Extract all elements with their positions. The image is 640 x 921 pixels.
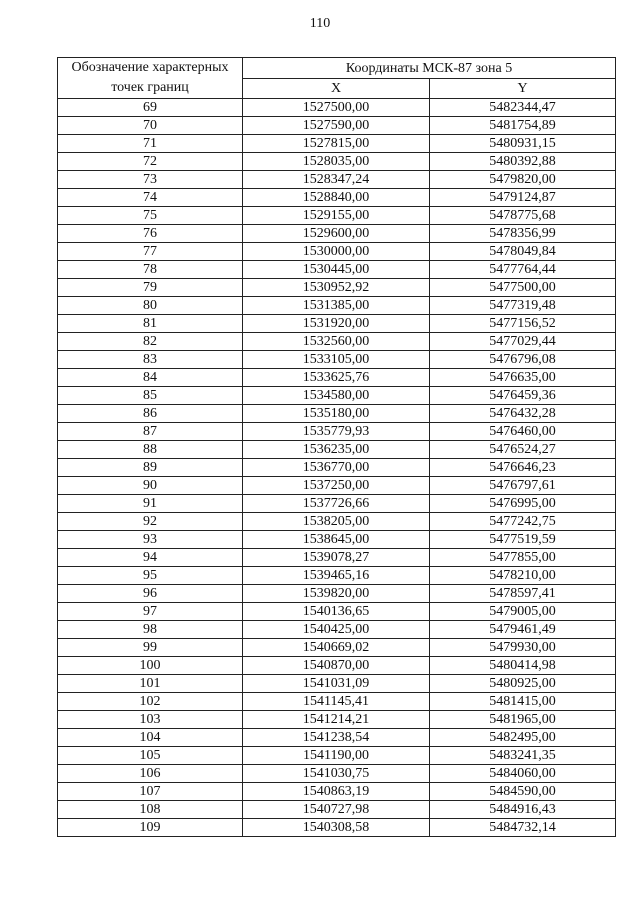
y-coordinate-cell: 5480925,00 — [430, 675, 616, 693]
x-coordinate-cell: 1539820,00 — [243, 585, 430, 603]
table-row — [58, 819, 616, 837]
y-coordinate-cell: 5480392,88 — [430, 153, 616, 171]
point-number-cell: 80 — [58, 297, 243, 315]
x-coordinate-cell: 1529155,00 — [243, 207, 430, 225]
point-number-cell: 92 — [58, 513, 243, 531]
x-coordinate-cell: 1530952,92 — [243, 279, 430, 297]
point-number-cell: 83 — [58, 351, 243, 369]
y-coordinate-cell: 5478775,68 — [430, 207, 616, 225]
table-row — [58, 423, 616, 441]
table-row — [58, 261, 616, 279]
x-coordinate-cell: 1539078,27 — [243, 549, 430, 567]
point-number-cell: 89 — [58, 459, 243, 477]
x-coordinate-cell: 1527815,00 — [243, 135, 430, 153]
x-coordinate-cell: 1540136,65 — [243, 603, 430, 621]
x-coordinate-cell: 1541214,21 — [243, 711, 430, 729]
table-row — [58, 189, 616, 207]
x-coordinate-cell: 1540870,00 — [243, 657, 430, 675]
y-coordinate-cell: 5477855,00 — [430, 549, 616, 567]
table-row — [58, 621, 616, 639]
point-number-cell: 69 — [58, 99, 243, 117]
point-number-cell: 82 — [58, 333, 243, 351]
point-number-cell: 72 — [58, 153, 243, 171]
x-coordinate-cell: 1537726,66 — [243, 495, 430, 513]
table-row — [58, 783, 616, 801]
point-number-cell: 102 — [58, 693, 243, 711]
point-number-cell: 98 — [58, 621, 243, 639]
x-coordinate-cell: 1534580,00 — [243, 387, 430, 405]
x-coordinate-cell: 1540727,98 — [243, 801, 430, 819]
point-number-cell: 71 — [58, 135, 243, 153]
x-coordinate-cell: 1536770,00 — [243, 459, 430, 477]
x-coordinate-cell: 1535779,93 — [243, 423, 430, 441]
y-coordinate-cell: 5484060,00 — [430, 765, 616, 783]
table-row — [58, 369, 616, 387]
y-coordinate-cell: 5481754,89 — [430, 117, 616, 135]
table-row — [58, 171, 616, 189]
y-coordinate-cell: 5477156,52 — [430, 315, 616, 333]
table-row — [58, 135, 616, 153]
point-number-cell: 93 — [58, 531, 243, 549]
point-number-cell: 91 — [58, 495, 243, 513]
point-number-cell: 104 — [58, 729, 243, 747]
x-coordinate-cell: 1528347,24 — [243, 171, 430, 189]
y-coordinate-cell: 5480931,15 — [430, 135, 616, 153]
point-number-cell: 103 — [58, 711, 243, 729]
point-number-cell: 105 — [58, 747, 243, 765]
y-coordinate-cell: 5479461,49 — [430, 621, 616, 639]
y-coordinate-cell: 5484732,14 — [430, 819, 616, 837]
table-row — [58, 531, 616, 549]
table-row — [58, 495, 616, 513]
x-coordinate-cell: 1540863,19 — [243, 783, 430, 801]
table-row — [58, 477, 616, 495]
y-coordinate-cell: 5476995,00 — [430, 495, 616, 513]
point-number-cell: 87 — [58, 423, 243, 441]
y-coordinate-cell: 5481415,00 — [430, 693, 616, 711]
table-header — [58, 58, 616, 99]
x-coordinate-cell: 1528035,00 — [243, 153, 430, 171]
table-row — [58, 315, 616, 333]
y-coordinate-cell: 5476432,28 — [430, 405, 616, 423]
x-coordinate-cell: 1527500,00 — [243, 99, 430, 117]
table-row — [58, 333, 616, 351]
point-number-cell: 106 — [58, 765, 243, 783]
x-coordinate-cell: 1541145,41 — [243, 693, 430, 711]
y-coordinate-cell: 5476646,23 — [430, 459, 616, 477]
point-number-cell: 84 — [58, 369, 243, 387]
table-row — [58, 639, 616, 657]
table-row — [58, 747, 616, 765]
y-coordinate-cell: 5476796,08 — [430, 351, 616, 369]
x-coordinate-cell: 1541238,54 — [243, 729, 430, 747]
point-number-cell: 95 — [58, 567, 243, 585]
table-row — [58, 693, 616, 711]
y-coordinate-cell: 5476459,36 — [430, 387, 616, 405]
table-row — [58, 99, 616, 117]
y-coordinate-cell: 5477242,75 — [430, 513, 616, 531]
point-number-cell: 101 — [58, 675, 243, 693]
point-number-cell: 73 — [58, 171, 243, 189]
point-number-cell: 97 — [58, 603, 243, 621]
x-coordinate-cell: 1537250,00 — [243, 477, 430, 495]
point-number-cell: 108 — [58, 801, 243, 819]
y-coordinate-cell: 5478210,00 — [430, 567, 616, 585]
y-coordinate-cell: 5476460,00 — [430, 423, 616, 441]
y-coordinate-cell: 5476797,61 — [430, 477, 616, 495]
point-number-cell: 86 — [58, 405, 243, 423]
y-coordinate-cell: 5484590,00 — [430, 783, 616, 801]
table-row — [58, 207, 616, 225]
x-coordinate-cell: 1535180,00 — [243, 405, 430, 423]
point-number-cell: 94 — [58, 549, 243, 567]
y-coordinate-cell: 5477519,59 — [430, 531, 616, 549]
x-coordinate-cell: 1528840,00 — [243, 189, 430, 207]
y-coordinate-cell: 5477319,48 — [430, 297, 616, 315]
table-row — [58, 279, 616, 297]
point-number-cell: 90 — [58, 477, 243, 495]
point-number-cell: 74 — [58, 189, 243, 207]
y-coordinate-cell: 5477500,00 — [430, 279, 616, 297]
x-coordinate-cell: 1540425,00 — [243, 621, 430, 639]
page-number: 110 — [309, 16, 331, 31]
point-number-cell: 100 — [58, 657, 243, 675]
x-coordinate-cell: 1529600,00 — [243, 225, 430, 243]
point-number-cell: 70 — [58, 117, 243, 135]
table-row — [58, 675, 616, 693]
y-coordinate-cell: 5483241,35 — [430, 747, 616, 765]
table-row — [58, 801, 616, 819]
y-coordinate-cell: 5480414,98 — [430, 657, 616, 675]
table-row — [58, 117, 616, 135]
x-coordinate-cell: 1530445,00 — [243, 261, 430, 279]
point-number-cell: 96 — [58, 585, 243, 603]
y-coordinate-cell: 5484916,43 — [430, 801, 616, 819]
table-row — [58, 603, 616, 621]
x-coordinate-cell: 1541030,75 — [243, 765, 430, 783]
y-coordinate-cell: 5481965,00 — [430, 711, 616, 729]
x-coordinate-cell: 1531920,00 — [243, 315, 430, 333]
table-row — [58, 765, 616, 783]
table-row — [58, 459, 616, 477]
y-coordinate-cell: 5482344,47 — [430, 99, 616, 117]
point-number-cell: 78 — [58, 261, 243, 279]
x-coordinate-cell: 1541190,00 — [243, 747, 430, 765]
x-coordinate-cell: 1533625,76 — [243, 369, 430, 387]
table-row — [58, 549, 616, 567]
point-number-cell: 107 — [58, 783, 243, 801]
y-coordinate-cell: 5479005,00 — [430, 603, 616, 621]
table-row — [58, 513, 616, 531]
x-coordinate-cell: 1531385,00 — [243, 297, 430, 315]
table-body — [58, 99, 616, 837]
table-row — [58, 297, 616, 315]
y-coordinate-cell: 5476524,27 — [430, 441, 616, 459]
y-coordinate-cell: 5479820,00 — [430, 171, 616, 189]
point-number-cell: 81 — [58, 315, 243, 333]
x-coordinate-cell: 1536235,00 — [243, 441, 430, 459]
header-y: Y — [430, 79, 616, 99]
y-coordinate-cell: 5479124,87 — [430, 189, 616, 207]
table-row — [58, 585, 616, 603]
header-x: X — [243, 79, 430, 99]
y-coordinate-cell: 5478597,41 — [430, 585, 616, 603]
y-coordinate-cell: 5477764,44 — [430, 261, 616, 279]
x-coordinate-cell: 1540308,58 — [243, 819, 430, 837]
y-coordinate-cell: 5477029,44 — [430, 333, 616, 351]
point-number-cell: 85 — [58, 387, 243, 405]
x-coordinate-cell: 1539465,16 — [243, 567, 430, 585]
point-number-cell: 99 — [58, 639, 243, 657]
header-coordinates: Координаты МСК-87 зона 5 — [243, 58, 616, 79]
x-coordinate-cell: 1527590,00 — [243, 117, 430, 135]
table-row — [58, 351, 616, 369]
point-number-cell: 76 — [58, 225, 243, 243]
y-coordinate-cell: 5478049,84 — [430, 243, 616, 261]
point-number-cell: 88 — [58, 441, 243, 459]
x-coordinate-cell: 1532560,00 — [243, 333, 430, 351]
point-number-cell: 77 — [58, 243, 243, 261]
x-coordinate-cell: 1540669,02 — [243, 639, 430, 657]
table-row — [58, 729, 616, 747]
table-row — [58, 243, 616, 261]
y-coordinate-cell: 5479930,00 — [430, 639, 616, 657]
point-number-cell: 79 — [58, 279, 243, 297]
table-row — [58, 711, 616, 729]
x-coordinate-cell: 1538645,00 — [243, 531, 430, 549]
x-coordinate-cell: 1530000,00 — [243, 243, 430, 261]
table-row — [58, 387, 616, 405]
table-row — [58, 153, 616, 171]
y-coordinate-cell: 5478356,99 — [430, 225, 616, 243]
x-coordinate-cell: 1538205,00 — [243, 513, 430, 531]
y-coordinate-cell: 5482495,00 — [430, 729, 616, 747]
point-number-cell: 109 — [58, 819, 243, 837]
y-coordinate-cell: 5476635,00 — [430, 369, 616, 387]
table-row — [58, 405, 616, 423]
table-row — [58, 225, 616, 243]
x-coordinate-cell: 1533105,00 — [243, 351, 430, 369]
point-number-cell: 75 — [58, 207, 243, 225]
table-row — [58, 441, 616, 459]
header-point-designation: Обозначение характерных точек границ — [58, 58, 243, 99]
table-row — [58, 657, 616, 675]
table-row — [58, 567, 616, 585]
x-coordinate-cell: 1541031,09 — [243, 675, 430, 693]
coordinates-table — [57, 57, 616, 837]
